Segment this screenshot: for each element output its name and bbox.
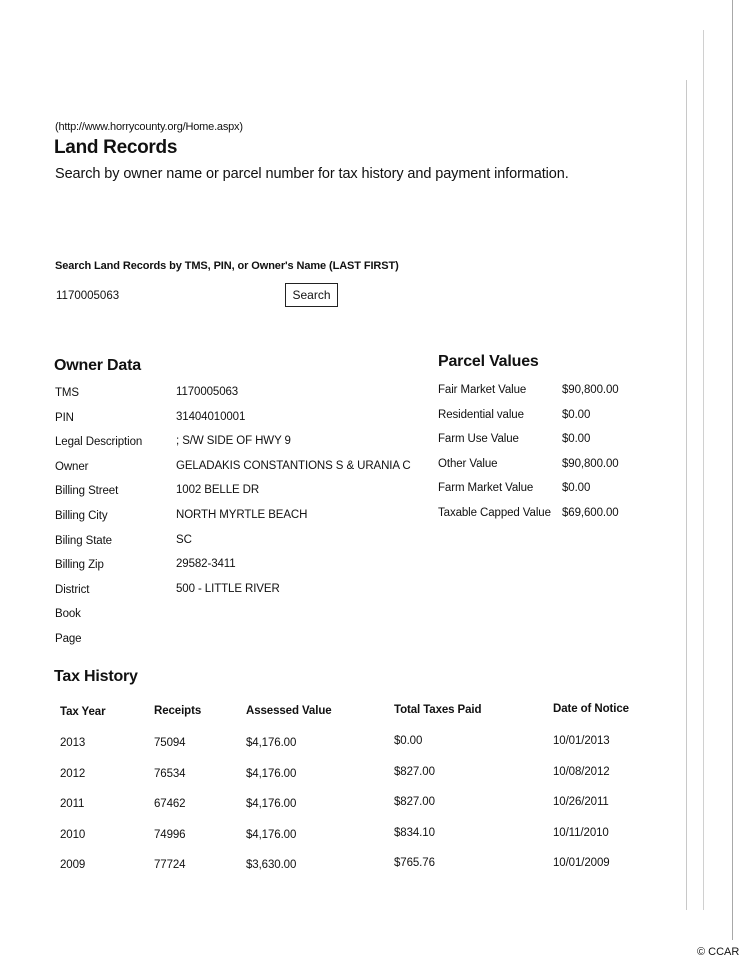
copyright-notice: © CCAR xyxy=(697,946,740,958)
owner-field-label: Page xyxy=(55,633,82,645)
owner-field-label: Owner xyxy=(55,461,89,473)
search-input[interactable] xyxy=(52,286,280,306)
parcel-field-label: Taxable Capped Value xyxy=(438,507,551,519)
search-button[interactable]: Search xyxy=(285,283,338,307)
owner-field-value: GELADAKIS CONSTANTIONS S & URANIA C xyxy=(176,460,411,472)
owner-field-value: 29582-3411 xyxy=(176,558,236,570)
column-header: Date of Notice xyxy=(553,703,629,715)
table-cell: $834.10 xyxy=(394,827,435,839)
owner-field-label: PIN xyxy=(55,412,74,424)
table-cell: 75094 xyxy=(154,737,186,749)
owner-data-heading: Owner Data xyxy=(54,357,141,374)
table-cell: 10/01/2009 xyxy=(553,857,610,869)
table-cell: 10/11/2010 xyxy=(553,827,609,839)
column-header: Receipts xyxy=(154,705,202,717)
table-cell: $3,630.00 xyxy=(246,859,297,871)
table-cell: 2010 xyxy=(60,829,86,841)
table-cell: 10/01/2013 xyxy=(553,735,610,747)
source-url: (http://www.horrycounty.org/Home.aspx) xyxy=(55,121,243,133)
owner-field-label: TMS xyxy=(55,387,79,399)
owner-field-value: NORTH MYRTLE BEACH xyxy=(176,509,308,521)
owner-field-value: 500 - LITTLE RIVER xyxy=(176,583,280,595)
table-cell: 2011 xyxy=(60,798,85,810)
page-title: Land Records xyxy=(54,137,178,158)
table-cell: 74996 xyxy=(154,829,186,841)
owner-field-value: SC xyxy=(176,534,192,546)
parcel-field-value: $0.00 xyxy=(562,409,591,421)
table-cell: 2012 xyxy=(60,768,86,780)
table-cell: 10/08/2012 xyxy=(553,766,610,778)
owner-field-value: 1002 BELLE DR xyxy=(176,484,260,496)
parcel-field-label: Other Value xyxy=(438,458,498,470)
parcel-field-value: $69,600.00 xyxy=(562,507,619,519)
table-cell: $827.00 xyxy=(394,796,435,808)
scan-artifact-line xyxy=(732,0,733,940)
table-cell: $4,176.00 xyxy=(246,768,297,780)
parcel-field-value: $90,800.00 xyxy=(562,458,619,470)
table-cell: 67462 xyxy=(154,798,186,810)
scan-artifact-line xyxy=(703,30,704,910)
owner-field-label: Billing City xyxy=(55,510,108,522)
table-cell: $4,176.00 xyxy=(246,798,297,810)
table-cell: 76534 xyxy=(154,768,186,780)
column-header: Assessed Value xyxy=(246,705,332,717)
table-cell: 2009 xyxy=(60,859,86,871)
table-cell: $0.00 xyxy=(394,735,423,747)
owner-field-label: Book xyxy=(55,608,81,620)
owner-field-label: Billing Zip xyxy=(55,559,104,571)
table-cell: $827.00 xyxy=(394,766,435,778)
parcel-field-label: Farm Market Value xyxy=(438,482,534,494)
table-cell: 77724 xyxy=(154,859,186,871)
owner-field-label: Billing Street xyxy=(55,485,119,497)
parcel-field-label: Farm Use Value xyxy=(438,433,519,445)
parcel-field-value: $0.00 xyxy=(562,482,591,494)
owner-field-label: Biling State xyxy=(55,535,112,547)
table-cell: 2013 xyxy=(60,737,86,749)
tax-history-heading: Tax History xyxy=(54,668,138,685)
table-cell: $4,176.00 xyxy=(246,829,297,841)
column-header: Tax Year xyxy=(60,706,106,718)
parcel-field-label: Residential value xyxy=(438,409,524,421)
page-subtitle: Search by owner name or parcel number for tax history and payment information. xyxy=(55,166,569,182)
column-header: Total Taxes Paid xyxy=(394,704,482,716)
table-cell: $765.76 xyxy=(394,857,435,869)
owner-field-value: 1170005063 xyxy=(176,386,239,398)
owner-field-label: District xyxy=(55,584,90,596)
owner-field-value: ; S/W SIDE OF HWY 9 xyxy=(176,435,291,447)
parcel-field-value: $0.00 xyxy=(562,433,591,445)
table-cell: 10/26/2011 xyxy=(553,796,609,808)
table-cell: $4,176.00 xyxy=(246,737,297,749)
scan-artifact-line xyxy=(686,80,687,910)
search-label: Search Land Records by TMS, PIN, or Owner's Name (LAST FIRST) xyxy=(55,260,399,272)
owner-field-label: Legal Description xyxy=(55,436,143,448)
parcel-field-label: Fair Market Value xyxy=(438,384,527,396)
owner-field-value: 31404010001 xyxy=(176,411,246,423)
parcel-values-heading: Parcel Values xyxy=(438,353,539,370)
parcel-field-value: $90,800.00 xyxy=(562,384,619,396)
